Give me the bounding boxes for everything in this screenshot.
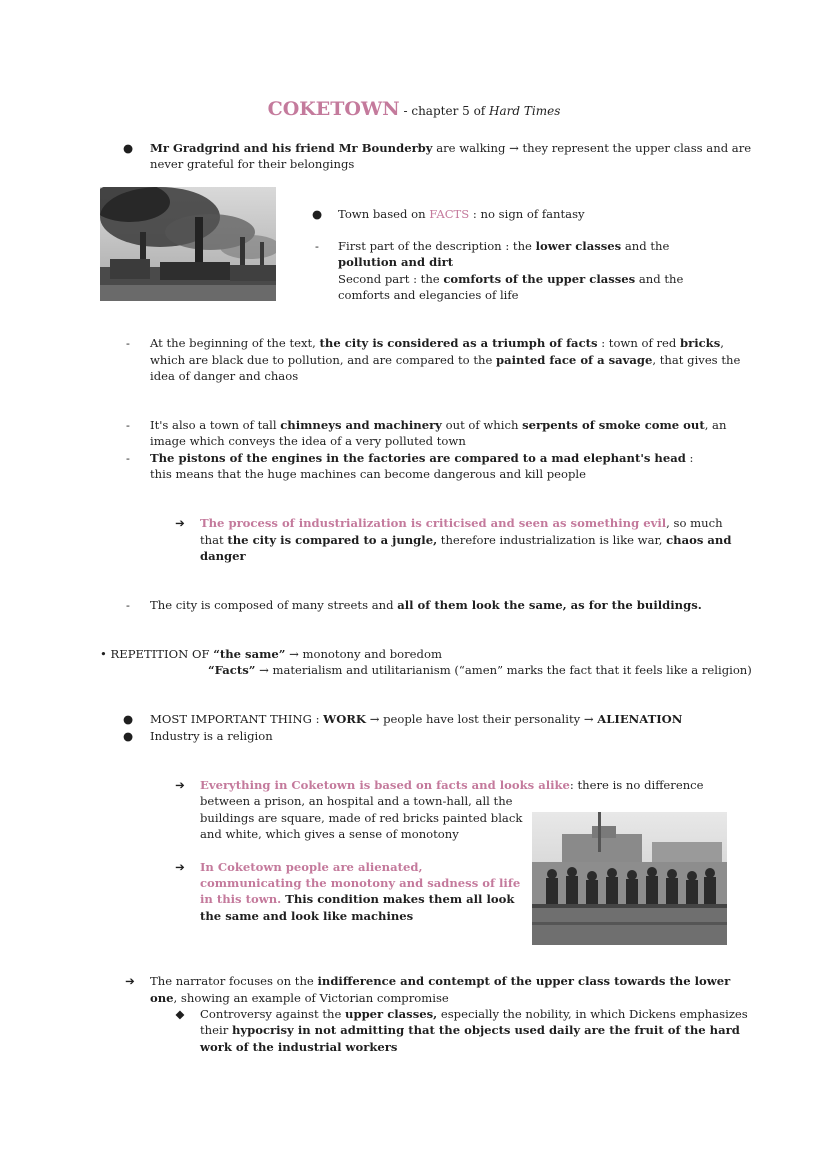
- bullet-dash-icon: -: [315, 239, 319, 253]
- arrow3-line-2: communicating the monotony and sadness of life: [200, 876, 521, 890]
- title-main: COKETOWN: [267, 98, 400, 120]
- factory-photo: [100, 187, 276, 301]
- workers-photo: [532, 812, 727, 945]
- description-line-3: Second part : the comforts of the upper classes and the: [338, 272, 684, 286]
- industry-line: Industry is a religion: [150, 729, 273, 743]
- bullet-dot-icon: ●: [122, 712, 134, 726]
- para3-line: The city is composed of many streets and all of them look the same, as for the buildings.: [150, 598, 702, 612]
- arrow3-line-3: in this town. This condition makes them all look: [200, 892, 515, 906]
- arrow1-line-2: that the city is compared to a jungle, therefore industrialization is like war, chaos and: [200, 533, 732, 547]
- intro-line-2: never grateful for their belongings: [150, 157, 355, 171]
- page-title: [0, 98, 828, 120]
- bullet-dot-icon: ●: [311, 207, 323, 221]
- bullet-dash-icon: -: [126, 598, 130, 612]
- facts-line: Town based on FACTS : no sign of fantasy: [338, 207, 585, 221]
- para1-line-2: which are black due to pollution, and are compared to the painted face of a savage, that gives the: [150, 353, 741, 367]
- bullet-dash-icon: -: [126, 451, 130, 465]
- para2-line-3: The pistons of the engines in the factories are compared to a mad elephant's head :: [150, 451, 694, 465]
- narrator-line-1: The narrator focuses on the indifference and contempt of the upper class towards the lower: [150, 974, 731, 988]
- para1-line-3: idea of danger and chaos: [150, 369, 299, 383]
- arrow3-line-1: In Coketown people are alienated,: [200, 860, 423, 874]
- narrator-line-3: Controversy against the upper classes, especially the nobility, in which Dickens emphasizes: [200, 1007, 748, 1021]
- description-line-2: pollution and dirt: [338, 255, 454, 269]
- arrow1-line-1: The process of industrialization is criticised and seen as something evil, so much: [200, 516, 723, 530]
- bullet-dot-icon: ●: [122, 729, 134, 743]
- para2-line-4: this means that the huge machines can become dangerous and kill people: [150, 467, 586, 481]
- arrow2-line-3: buildings are square, made of red bricks painted black: [200, 811, 523, 825]
- work-line: MOST IMPORTANT THING : WORK → people have lost their personality → ALIENATION: [150, 712, 683, 726]
- arrow1-line-3: danger: [200, 549, 246, 563]
- narrator-line-4: their hypocrisy in not admitting that the objects used daily are the fruit of the hard: [200, 1023, 740, 1037]
- arrow3-line-4: the same and look like machines: [200, 909, 414, 923]
- repetition-line-1: • REPETITION OF “the same” → monotony and boredom: [100, 647, 442, 661]
- arrow-icon: ➔: [125, 974, 135, 988]
- arrow-icon: ➔: [175, 860, 185, 874]
- title-sep: - chapter 5 of: [399, 104, 490, 118]
- para2-line-1: It's also a town of tall chimneys and machinery out of which serpents of smoke come out, an: [150, 418, 727, 432]
- arrow-icon: ➔: [175, 516, 185, 530]
- bullet-dash-icon: -: [126, 336, 130, 350]
- arrow2-line-2: between a prison, an hospital and a town-hall, all the: [200, 794, 513, 808]
- intro-line-1: Mr Gradgrind and his friend Mr Bounderby are walking → they represent the upper class and are: [150, 141, 752, 155]
- factory-image: [100, 187, 276, 301]
- para2-line-2: image which conveys the idea of a very polluted town: [150, 434, 466, 448]
- narrator-line-2: one, showing an example of Victorian compromise: [150, 991, 449, 1005]
- workers-image: [532, 812, 727, 945]
- narrator-line-5: work of the industrial workers: [200, 1040, 398, 1054]
- para1-line-1: At the beginning of the text, the city is considered as a triumph of facts : town of red bricks,: [150, 336, 724, 350]
- description-line-1: First part of the description : the lower classes and the: [338, 239, 670, 253]
- repetition-line-2: “Facts” → materialism and utilitarianism (“amen” marks the fact that it feels like a religion): [208, 663, 752, 677]
- diamond-icon: ◆: [175, 1007, 185, 1021]
- bullet-dot-icon: ●: [122, 141, 134, 155]
- bullet-dash-icon: -: [126, 418, 130, 432]
- title-book: Hard Times: [489, 104, 561, 118]
- arrow-icon: ➔: [175, 778, 185, 792]
- arrow2-line-1: Everything in Coketown is based on facts and looks alike: there is no difference: [200, 778, 704, 792]
- description-line-4: comforts and elegancies of life: [338, 288, 519, 302]
- arrow2-line-4: and white, which gives a sense of monotony: [200, 827, 459, 841]
